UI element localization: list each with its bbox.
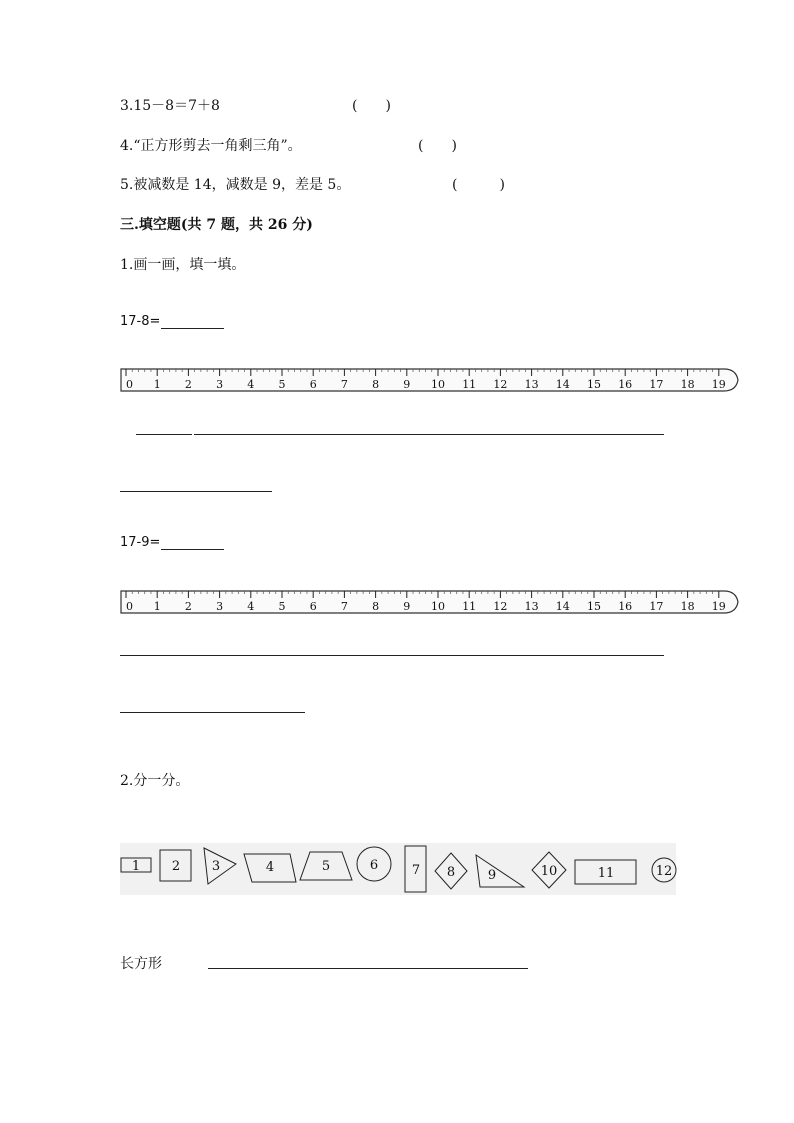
ruler-outline <box>121 369 738 391</box>
ruler-number: 11 <box>462 600 477 613</box>
ruler-number: 6 <box>309 378 317 391</box>
ruler-number: 17 <box>649 378 664 391</box>
ruler-number: 1 <box>153 378 161 391</box>
ruler-number: 0 <box>126 600 133 613</box>
equation-17-8: 17-8= <box>120 314 161 329</box>
equation-17-9: 17-9= <box>120 535 161 550</box>
ruler-number: 14 <box>555 600 570 613</box>
draw-line-2a[interactable] <box>120 655 664 656</box>
answer-blank-rectangle[interactable] <box>208 968 528 969</box>
ruler-number: 2 <box>184 378 192 391</box>
ruler-number: 5 <box>278 378 286 391</box>
judgement-4-text: 4.“正方形剪去一角剩三角”。 <box>120 138 302 154</box>
shape-2-label: 2 <box>171 859 181 874</box>
question-2-label: 2.分一分。 <box>120 773 190 789</box>
shape-4-label: 4 <box>265 860 275 875</box>
draw-line-2b[interactable] <box>120 712 305 713</box>
ruler-number: 8 <box>372 378 380 391</box>
judgement-3-text: 3.15－8＝7＋8 <box>120 98 220 114</box>
answer-label-rectangle: 长方形 <box>120 956 162 972</box>
ruler-number: 4 <box>247 600 255 613</box>
shape-3-label: 3 <box>211 859 221 874</box>
question-1-label: 1.画一画，填一填。 <box>120 257 246 273</box>
ruler-number: 2 <box>184 600 192 613</box>
ruler-number: 17 <box>649 600 664 613</box>
ruler-number: 8 <box>372 600 380 613</box>
ruler-number: 6 <box>309 600 317 613</box>
ruler-number: 4 <box>247 378 255 391</box>
ruler-2 <box>120 590 745 620</box>
ruler-number: 14 <box>555 378 570 391</box>
ruler-number: 10 <box>431 600 445 613</box>
ruler-number: 16 <box>618 378 633 391</box>
draw-line-1b[interactable] <box>194 434 664 435</box>
ruler-number: 18 <box>680 378 695 391</box>
judgement-5-answer[interactable]: ( ) <box>452 177 505 193</box>
ruler-number: 7 <box>340 378 348 391</box>
ruler-number: 10 <box>431 378 445 391</box>
ruler-number: 13 <box>524 378 539 391</box>
shape-12-label: 12 <box>655 864 673 879</box>
ruler-number: 13 <box>524 600 539 613</box>
ruler-outline <box>121 591 738 613</box>
ruler-number: 18 <box>680 600 695 613</box>
ruler-number: 9 <box>403 600 411 613</box>
ruler-number: 15 <box>587 600 601 613</box>
ruler-number: 1 <box>153 600 161 613</box>
ruler-number: 19 <box>711 378 726 391</box>
draw-line-1c[interactable] <box>120 491 272 492</box>
shape-8-label: 8 <box>446 865 456 880</box>
answer-blank-17-9[interactable] <box>161 549 224 550</box>
shapes-strip <box>120 843 676 895</box>
judgement-3-answer[interactable]: ( ) <box>352 98 391 114</box>
shape-9-label: 9 <box>487 868 497 883</box>
shape-5-label: 5 <box>321 859 331 874</box>
shape-1-label: 1 <box>131 859 141 874</box>
draw-line-1a[interactable] <box>136 434 192 435</box>
shape-7-label: 7 <box>411 863 421 878</box>
ruler-number: 19 <box>711 600 726 613</box>
ruler-number: 3 <box>216 378 224 391</box>
ruler-number: 12 <box>493 600 508 613</box>
ruler-number: 5 <box>278 600 286 613</box>
ruler-number: 15 <box>587 378 601 391</box>
answer-blank-17-8[interactable] <box>161 328 224 329</box>
section-heading: 三.填空题(共 7 题，共 26 分) <box>120 217 313 233</box>
shape-6-label: 6 <box>369 858 379 873</box>
shape-11-label: 11 <box>597 866 615 881</box>
ruler-number: 9 <box>403 378 411 391</box>
ruler-number: 7 <box>340 600 348 613</box>
shape-10-label: 10 <box>540 864 558 879</box>
ruler-number: 16 <box>618 600 633 613</box>
ruler-number: 3 <box>216 600 224 613</box>
ruler-1 <box>120 368 745 398</box>
judgement-5-text: 5.被减数是 14，减数是 9，差是 5。 <box>120 177 351 193</box>
ruler-number: 12 <box>493 378 508 391</box>
ruler-number: 0 <box>126 378 133 391</box>
judgement-4-answer[interactable]: ( ) <box>418 138 457 154</box>
ruler-number: 11 <box>462 378 477 391</box>
